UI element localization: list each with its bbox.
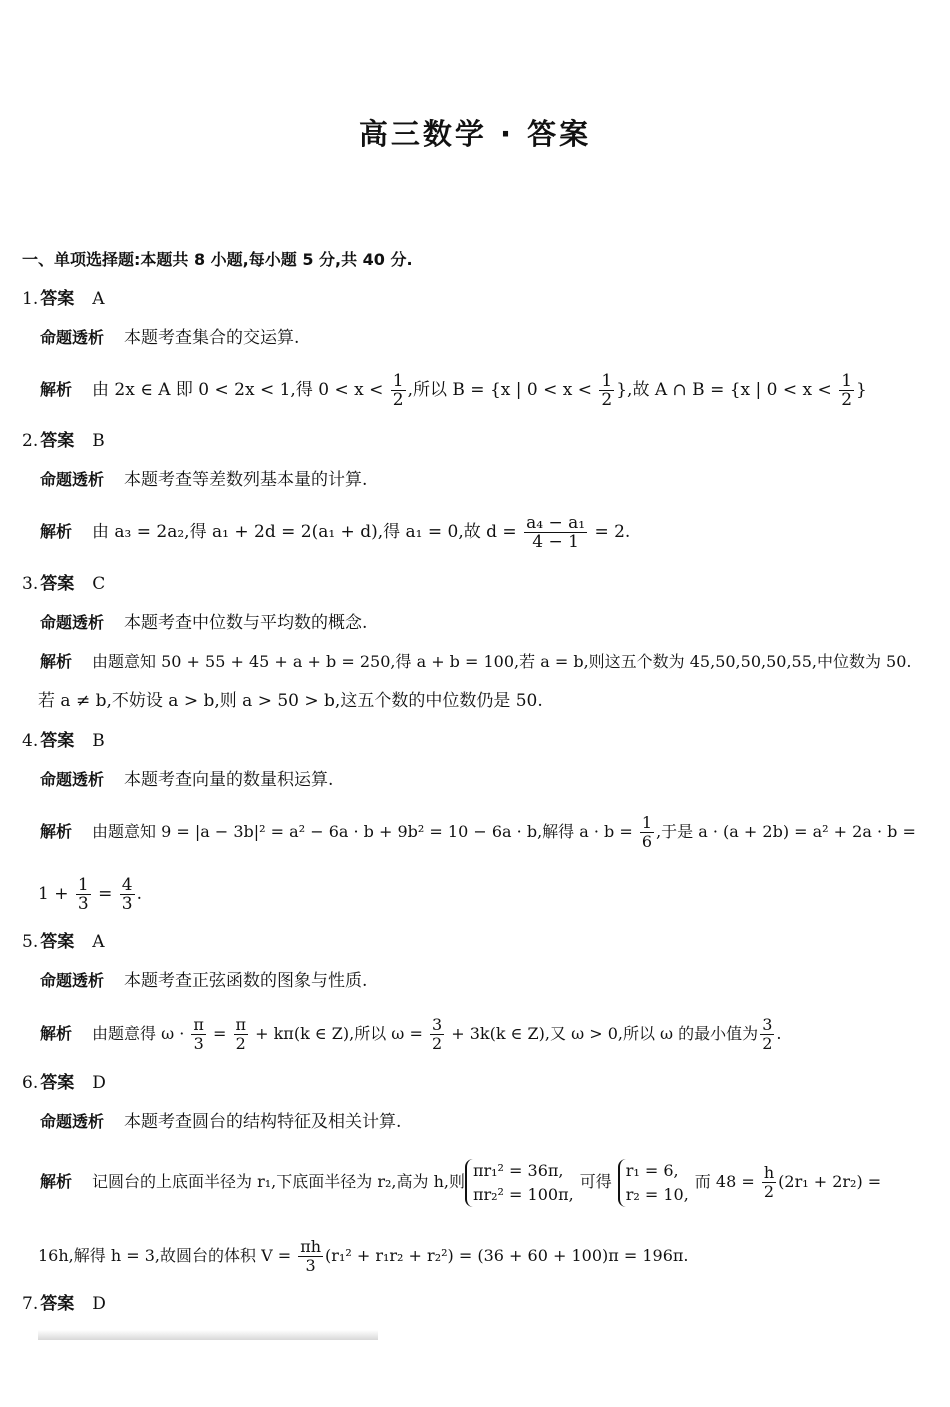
analysis-text: 由 2x ∈ A 即 0 < 2x < 1,得 0 < x < [92,380,389,400]
analysis-line-2 [40,514,630,551]
fraction: $\frac{1}{2}$ [841,371,853,410]
analysis-label: 解析 [40,652,73,671]
analysis-text: ,所以 B = {x | 0 < x < [407,380,598,400]
analysis-label: 解析 [40,522,73,541]
answer-label: 答案 [40,289,75,309]
analysis-text: 由题意知 50 + 55 + 45 + a + b = 250,得 a + b = 100,若 a = b,则这五个数为 45,50,50,50,55,中位数为 50. [92,652,912,671]
intent-line-3 [40,610,367,636]
fraction: $\frac{\pi}{2}$ [235,1015,247,1053]
analysis-text: + kπ(k ∈ Z),所以 ω = [250,1024,428,1043]
intent-text: 本题考查圆台的结构特征及相关计算. [124,1112,402,1132]
answer-label: 答案 [40,731,75,751]
intent-line-4 [40,767,333,793]
equation-system: πr₁² = 36π, πr₂² = 100π, [465,1159,574,1207]
analysis-text: 16h,解得 h = 3,故圆台的体积 V = [38,1246,297,1265]
intent-label: 命题透析 [40,770,105,789]
analysis-line-6 [40,1152,881,1212]
analysis-text: = 2. [589,522,631,542]
question-number: 6. [22,1073,39,1093]
question-number: 3. [22,574,39,594]
question-number: 1. [22,289,39,309]
analysis-text: 1 + [38,884,74,904]
answer-value: A [92,289,105,309]
equation-system: r₁ = 6, r₂ = 10, [618,1159,689,1207]
analysis-text: (r₁² + r₁r₂ + r₂²) = (36 + 60 + 100)π = 196π. [325,1246,689,1265]
fraction: $\frac{\pi h}{3}$ [300,1237,322,1275]
intent-label: 命题透析 [40,328,105,347]
answer-line-3 [22,571,105,597]
fraction: $\frac{3}{2}$ [762,1015,773,1053]
analysis-text: = [207,1024,232,1043]
intent-text: 本题考查中位数与平均数的概念. [124,613,368,633]
analysis-continuation [38,1238,688,1275]
answer-label: 答案 [40,574,75,594]
page-title: 高三数学 · 答案 [358,117,592,151]
analysis-line-4 [40,814,916,851]
analysis-line-5 [40,1016,781,1053]
analysis-text: . [776,1024,782,1043]
answer-line-4 [22,728,105,754]
question-number: 4. [22,731,39,751]
intent-label: 命题透析 [40,971,105,990]
analysis-text: = [92,884,118,904]
intent-line-1 [40,325,299,351]
answer-line-6 [22,1070,106,1096]
question-number: 2. [22,431,39,451]
page-cutoff [38,1330,378,1340]
analysis-text: 而 48 = [694,1172,760,1191]
intent-text: 本题考查向量的数量积运算. [124,770,334,790]
analysis-line-1 [40,372,867,409]
answer-value: B [92,431,105,451]
intent-label: 命题透析 [40,1112,105,1131]
answer-line-7 [22,1291,106,1317]
intent-line-2 [40,467,367,493]
answer-line-2 [22,428,105,454]
fraction: $\frac{\pi}{3}$ [193,1015,204,1053]
analysis-text: + 3k(k ∈ Z),又 ω > 0,所以 ω 的最小值为 [446,1024,759,1043]
answer-value: B [92,731,105,751]
intent-text: 本题考查集合的交运算. [124,328,300,348]
analysis-text: 记圆台的上底面半径为 r₁,下底面半径为 r₂,高为 h,则 [92,1172,465,1191]
intent-text: 本题考查正弦函数的图象与性质. [124,971,368,991]
intent-line-5 [40,968,367,994]
analysis-text: 可得 [579,1172,612,1191]
analysis-label: 解析 [40,1024,73,1043]
analysis-text: 由题意知 9 = |a − 3b|² = a² − 6a · b + 9b² = 10 − 6a · b,解得 a · b = [92,822,638,841]
analysis-text: },故 A ∩ B = {x | 0 < x < [616,380,838,400]
answer-line-1 [22,286,105,312]
analysis-text: 由题意得 ω · [92,1024,190,1043]
fraction: $\frac{1}{2}$ [392,371,404,410]
fraction: $\frac{1}{6}$ [641,813,653,851]
fraction: $\frac{1}{3}$ [77,875,89,914]
question-number: 5. [22,932,39,952]
analysis-continuation: 若 a ≠ b,不妨设 a > b,则 a > 50 > b,这五个数的中位数仍是 50. [38,691,543,711]
analysis-continuation [38,876,142,913]
fraction: $\frac{3}{2}$ [431,1015,443,1053]
answer-value: C [92,574,106,594]
answer-value: D [92,1073,106,1093]
analysis-label: 解析 [40,1172,73,1191]
analysis-text: } [856,380,867,400]
fraction: $\frac{4}{3}$ [121,875,133,914]
answer-value: D [92,1294,106,1314]
intent-label: 命题透析 [40,613,105,632]
intent-text: 本题考查等差数列基本量的计算. [124,470,368,490]
answer-label: 答案 [40,431,75,451]
analysis-label: 解析 [40,822,73,841]
question-number: 7. [22,1294,39,1314]
analysis-label: 解析 [40,380,73,399]
intent-label: 命题透析 [40,470,105,489]
section-heading: 一、单项选择题:本题共 8 小题,每小题 5 分,共 40 分. [22,250,413,269]
analysis-text: (2r₁ + 2r₂) = [778,1172,882,1191]
answer-line-5 [22,929,105,955]
analysis-text: 由 a₃ = 2a₂,得 a₁ + 2d = 2(a₁ + d),得 a₁ = 0,故 d = [92,522,523,542]
intent-line-6 [40,1109,401,1135]
analysis-text: . [136,884,142,904]
fraction: $\frac{h}{2}$ [763,1163,775,1201]
answer-label: 答案 [40,1073,75,1093]
analysis-line-3 [40,649,912,675]
answer-label: 答案 [40,932,75,952]
fraction: $\frac{\text{a₄ − a₁}}{4 - 1}$ [526,513,586,552]
answer-label: 答案 [40,1294,75,1314]
fraction: $\frac{1}{2}$ [601,371,613,410]
answer-value: A [92,932,105,952]
analysis-text: ,于是 a · (a + 2b) = a² + 2a · b = [656,822,916,841]
